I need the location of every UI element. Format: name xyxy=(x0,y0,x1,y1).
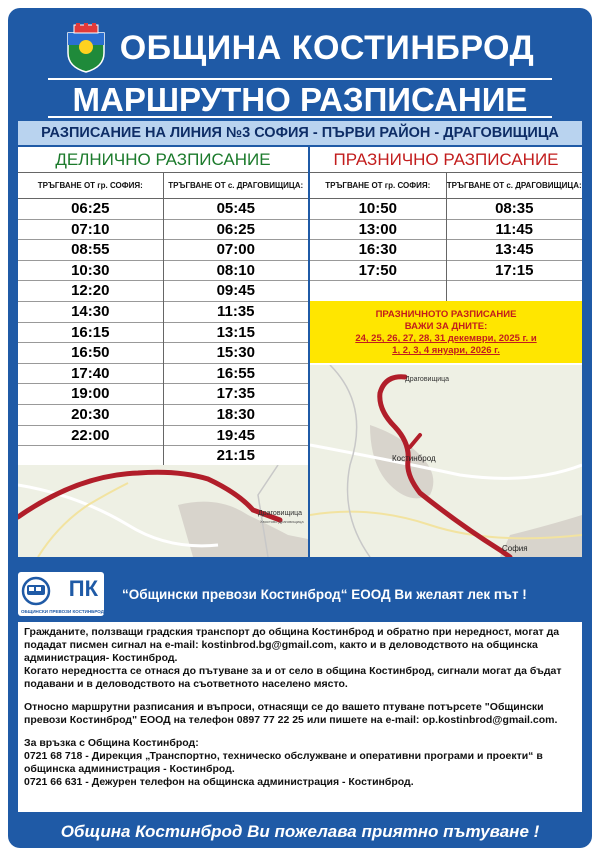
info-paragraph: Когато нередността се отнася до пътуване за и от село в община Костинброд, сигнали могат да бъдат подавани и в деловодството на съответното населено място. xyxy=(24,665,562,690)
time-cell: 08:35 xyxy=(447,199,583,220)
route-map-left xyxy=(18,465,308,557)
info-paragraph: 0721 68 718 - Дирекция „Транспортно, техническо обслужване и оперативни програми и проекти“ в общинска администрация - Костинброд. xyxy=(24,750,543,775)
column-header: ТРЪГВАНЕ ОТ с. ДРАГОВИЩИЦА: xyxy=(164,173,309,199)
crest-icon xyxy=(66,23,106,73)
time-cell: 12:20 xyxy=(18,281,163,302)
info-paragraph: 0721 66 631 - Дежурен телефон на общинска администрация - Костинброд. xyxy=(24,776,414,788)
time-cell: 10:30 xyxy=(18,261,163,282)
time-cell: 06:25 xyxy=(18,199,163,220)
column-header: ТРЪГВАНЕ ОТ гр. СОФИЯ: xyxy=(310,173,446,199)
map-label: Драговищица xyxy=(405,376,450,383)
map-label: Костинброд xyxy=(392,454,436,463)
time-cell: 17:15 xyxy=(447,261,583,282)
time-cell: 13:00 xyxy=(310,220,446,241)
footer-message: Община Костинброд Ви пожелава приятно пътуване ! xyxy=(60,822,540,841)
holiday-panel xyxy=(310,147,582,557)
municipality-title: ОБЩИНА КОСТИНБРОД xyxy=(119,28,535,67)
operator-logo xyxy=(18,572,104,616)
note-line: ПРАЗНИЧНОТО РАЗПИСАНИЕ xyxy=(375,309,517,320)
time-cell: 13:45 xyxy=(447,240,583,261)
time-cell: 06:25 xyxy=(164,220,309,241)
time-cell: 16:50 xyxy=(18,343,163,364)
header xyxy=(8,18,592,78)
time-cell: 17:35 xyxy=(164,384,309,405)
holiday-dragovishtitsa-column xyxy=(446,173,583,302)
holiday-note xyxy=(310,301,582,363)
bus-icon xyxy=(21,576,61,606)
logo-caption: ОБЩИНСКИ ПРЕВОЗИ КОСТИНБРОД xyxy=(21,609,104,614)
time-cell: 14:30 xyxy=(18,302,163,323)
time-cell: 15:30 xyxy=(164,343,309,364)
time-cell: 08:55 xyxy=(18,240,163,261)
time-cell: 13:15 xyxy=(164,323,309,344)
time-cell: 16:30 xyxy=(310,240,446,261)
time-cell: 11:35 xyxy=(164,302,309,323)
map-sublabel: Хвостово Драговищица xyxy=(260,519,304,524)
empty-cell xyxy=(447,281,583,302)
poster-frame xyxy=(8,8,592,848)
holiday-title: ПРАЗНИЧНО РАЗПИСАНИЕ xyxy=(310,147,582,173)
column-header: ТРЪГВАНЕ ОТ с. ДРАГОВИЩИЦА: xyxy=(447,173,583,199)
time-cell: 10:50 xyxy=(310,199,446,220)
map-label: София xyxy=(502,544,528,553)
schedule-title: МАРШРУТНО РАЗПИСАНИЕ xyxy=(48,78,552,118)
time-cell: 07:00 xyxy=(164,240,309,261)
info-paragraph: За връзка с Община Костинброд: xyxy=(24,737,199,749)
time-cell: 17:40 xyxy=(18,364,163,385)
time-cell: 22:00 xyxy=(18,426,163,447)
map-label: Драговищица xyxy=(258,510,303,517)
schedule-table xyxy=(18,147,582,557)
time-cell: 19:45 xyxy=(164,426,309,447)
info-panel xyxy=(18,622,582,812)
time-cell: 20:30 xyxy=(18,405,163,426)
time-cell: 11:45 xyxy=(447,220,583,241)
operator-bar xyxy=(18,571,582,617)
note-dates: 1, 2, 3, 4 януари, 2026 г. xyxy=(392,345,500,356)
time-cell: 21:15 xyxy=(164,446,309,467)
weekday-sofia-column xyxy=(18,173,163,467)
weekday-panel xyxy=(18,147,308,557)
time-cell: 09:45 xyxy=(164,281,309,302)
time-cell: 08:10 xyxy=(164,261,309,282)
route-map-right xyxy=(310,365,582,557)
time-cell: 18:30 xyxy=(164,405,309,426)
empty-cell xyxy=(310,281,446,302)
note-dates: 24, 25, 26, 27, 28, 31 декември, 2025 г. и xyxy=(355,333,537,344)
info-paragraph: Относно маршрутни разписания и въпроси, отнасящи се до вашето птуване потърсете "Общински превози Костинброд" ЕООД на телефон 0897 77 22 25 или пишете на e-mail: op.kostinbrod@gmail.com. xyxy=(24,701,558,726)
time-cell: 19:00 xyxy=(18,384,163,405)
note-line: ВАЖИ ЗА ДНИТЕ: xyxy=(404,321,488,332)
time-cell: 07:10 xyxy=(18,220,163,241)
holiday-sofia-column xyxy=(310,173,446,302)
column-header: ТРЪГВАНЕ ОТ гр. СОФИЯ: xyxy=(18,173,163,199)
logo-text: ПК xyxy=(68,576,98,601)
time-cell: 05:45 xyxy=(164,199,309,220)
operator-wish: “Общински превози Костинброд“ ЕООД Ви желаят лек път ! xyxy=(122,586,527,602)
weekday-title: ДЕЛНИЧНО РАЗПИСАНИЕ xyxy=(18,147,308,173)
info-paragraph: Гражданите, ползващи градския транспорт до община Костинброд и обратно при нередност, могат да подадат писмен сигнал на e-mail: kostinbrod.bg@gmail.com, както и в деловодството на общинска администрация- Костинброд. xyxy=(24,626,560,664)
time-cell: 17:50 xyxy=(310,261,446,282)
time-cell: 16:15 xyxy=(18,323,163,344)
line-title: РАЗПИСАНИЕ НА ЛИНИЯ №3 СОФИЯ - ПЪРВИ РАЙОН - ДРАГОВИЩИЦА xyxy=(18,121,582,145)
time-cell: 16:55 xyxy=(164,364,309,385)
weekday-dragovishtitsa-column xyxy=(163,173,309,467)
